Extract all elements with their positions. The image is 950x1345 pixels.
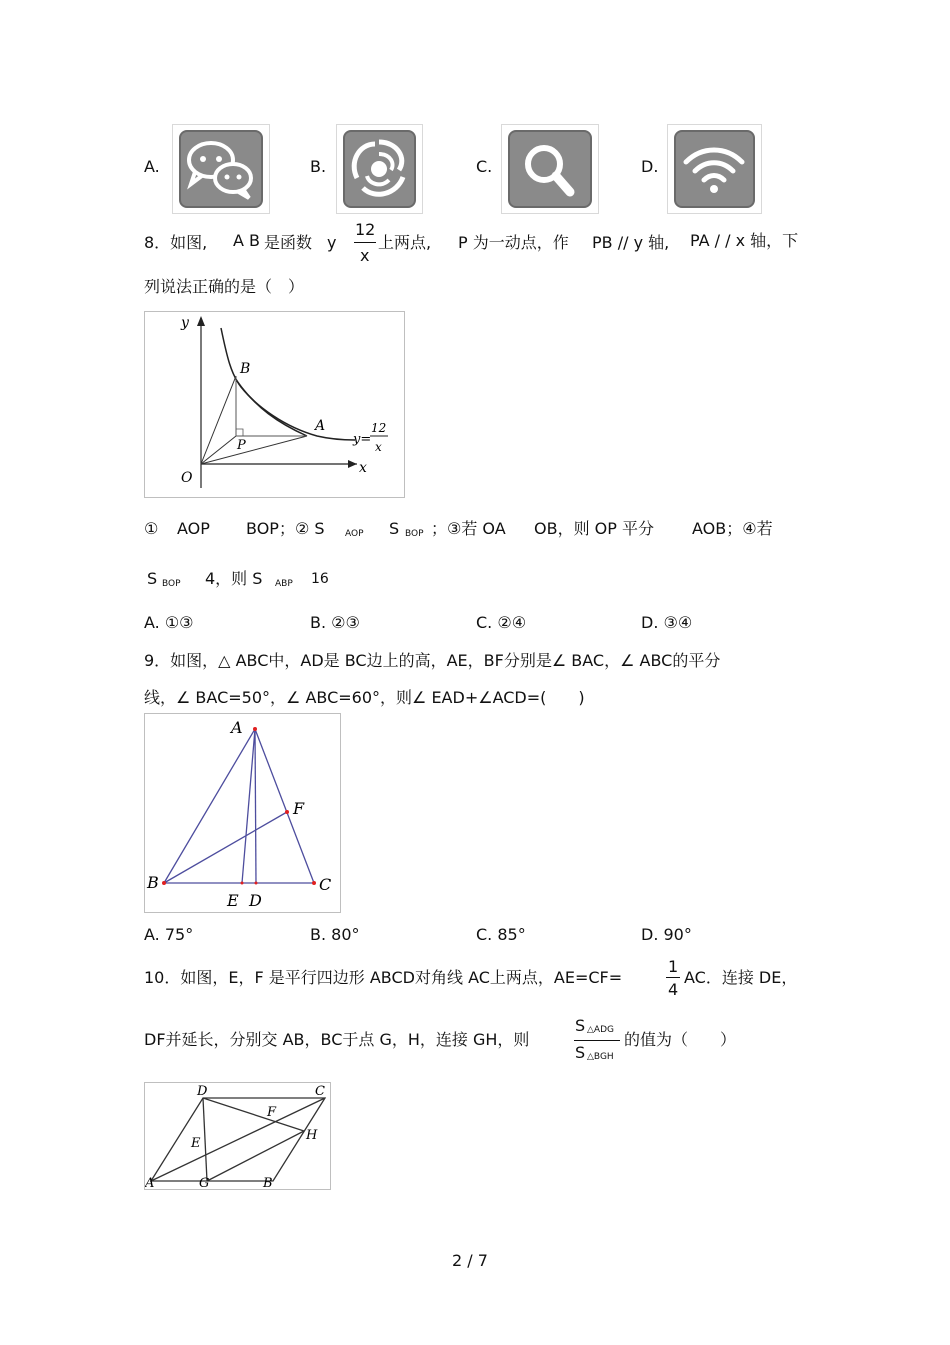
q8-stmt-aop: AOP: [177, 519, 210, 538]
q9-fig-label-a: A: [231, 718, 243, 737]
q7-option-c-label: C.: [476, 157, 493, 176]
q8-frac-num: 12: [355, 220, 376, 239]
q10-s-top: S: [575, 1016, 586, 1035]
q8-frac-line: [354, 242, 376, 243]
q7-option-d-image: [667, 124, 762, 214]
q8-stmt-sixteen: 16: [311, 571, 329, 587]
q10-fig-label-h: H: [306, 1128, 318, 1143]
q8-choice-c: C. ②④: [476, 613, 527, 632]
swirl-icon: [343, 130, 416, 208]
q8-fig-label-y: y: [181, 315, 189, 331]
q10-line1b: AC．连接 DE，: [684, 968, 798, 987]
q10-line2b: 的值为（ ）: [624, 1030, 737, 1049]
q10-fig-label-f: F: [267, 1105, 277, 1120]
q8-fig-label-curve-y: y=: [353, 432, 372, 447]
q8-stmt-s-bop: S: [147, 569, 158, 588]
q10-fig-label-b: B: [263, 1176, 273, 1189]
q9-fig-label-f: F: [293, 799, 305, 818]
q8-stmt-sub-bop: BOP: [405, 529, 424, 539]
q9-fig-label-e: E: [227, 891, 239, 910]
q8-pb: PB // y 轴,: [592, 233, 670, 252]
q7-option-a-label: A.: [144, 157, 160, 176]
q8-stmt-ob: OB，则 OP 平分: [534, 519, 654, 538]
q10-fig-label-c: C: [315, 1084, 325, 1099]
q10-sub-bot: △BGH: [587, 1052, 614, 1062]
q9-fig-label-c: C: [319, 875, 332, 894]
page-number: 2 / 7: [452, 1251, 488, 1270]
q8-stmt-bop: BOP；② S: [246, 519, 325, 538]
q8-ab: A B: [233, 231, 261, 250]
q8-fig-label-curve-num: 12: [371, 421, 387, 435]
q10-frac-line: [666, 977, 680, 978]
q10-frac-den: 4: [668, 980, 679, 999]
q8-p-text: P 为一动点，作: [458, 233, 569, 252]
q7-option-a-image: [172, 124, 270, 214]
q8-choice-a: A. ①③: [144, 613, 194, 632]
q8-choice-b: B. ②③: [310, 613, 360, 632]
q10-fig-label-d: D: [197, 1084, 208, 1099]
q9-choice-a: A. 75°: [144, 925, 194, 944]
q10-line2a: DF并延长，分别交 AB，BC于点 G，H，连接 GH，则: [144, 1030, 530, 1049]
q10-figure: [144, 1082, 331, 1190]
q8-fig-label-a: A: [315, 418, 326, 434]
q9-figure: [144, 713, 341, 913]
q8-choice-d: D. ③④: [641, 613, 693, 632]
q8-stmt-c3: ；③若 OA: [431, 519, 506, 538]
search-icon: [508, 130, 592, 208]
q7-option-c-image: [501, 124, 599, 214]
q10-fig-label-a: A: [145, 1176, 155, 1189]
q8-fig-label-b: B: [240, 361, 251, 377]
q7-option-d-label: D.: [641, 157, 659, 176]
q8-stmt-s2: S: [389, 519, 400, 538]
q8-fig-label-curve-den: x: [375, 440, 382, 454]
q8-fig-label-p: P: [237, 438, 246, 453]
wechat-icon: [179, 130, 263, 208]
q10-frac-num: 1: [668, 957, 679, 976]
q8-stmt-sub-abp: ABP: [275, 579, 293, 589]
q8-fig-label-o: O: [181, 470, 193, 486]
q10-s-bot: S: [575, 1043, 586, 1062]
q8-y: y: [327, 233, 337, 252]
q8-is-func: 是函数: [264, 233, 313, 252]
q8-stmt-aob: AOB；④若: [692, 519, 773, 538]
q7-option-b-label: B.: [310, 157, 327, 176]
q8-line2: 列说法正确的是（ ）: [144, 277, 305, 296]
q8-pa: PA / / x 轴，下: [690, 231, 799, 250]
q9-choice-b: B. 80°: [310, 925, 360, 944]
q8-figure: [144, 311, 405, 498]
q9-fig-label-b: B: [147, 873, 159, 892]
q10-line1a: 10．如图，E，F 是平行四边形 ABCD对角线 AC上两点，AE=CF=: [144, 968, 623, 987]
q9-line2: 线，∠ BAC=50°，∠ ABC=60°，则∠ EAD+∠ACD=( ): [144, 688, 585, 707]
q9-line1: 9．如图，△ ABC中，AD是 BC边上的高，AE，BF分别是∠ BAC，∠ ABC的平分: [144, 651, 721, 670]
q8-number: 8．如图,: [144, 233, 208, 252]
wifi-icon: [674, 130, 755, 208]
q10-fig-label-e: E: [191, 1136, 201, 1151]
q9-choice-c: C. 85°: [476, 925, 526, 944]
q8-stmt-c1: ①: [144, 519, 159, 538]
q8-frac-den: x: [360, 246, 370, 265]
q10-sub-top: △ADG: [587, 1025, 614, 1035]
q9-fig-label-d: D: [249, 891, 262, 910]
q10-fig-label-g: G: [199, 1176, 210, 1189]
q8-fig-label-x: x: [359, 460, 367, 476]
q8-stmt-sub-bop2: BOP: [162, 579, 181, 589]
q9-choice-d: D. 90°: [641, 925, 692, 944]
q7-option-b-image: [336, 124, 423, 214]
q10-s-frac-line: [574, 1040, 620, 1041]
q8-stmt-sub-aop: AOP: [345, 529, 364, 539]
q8-stmt-four: 4，则 S: [205, 569, 263, 588]
q8-rest1: 上两点,: [378, 233, 432, 252]
